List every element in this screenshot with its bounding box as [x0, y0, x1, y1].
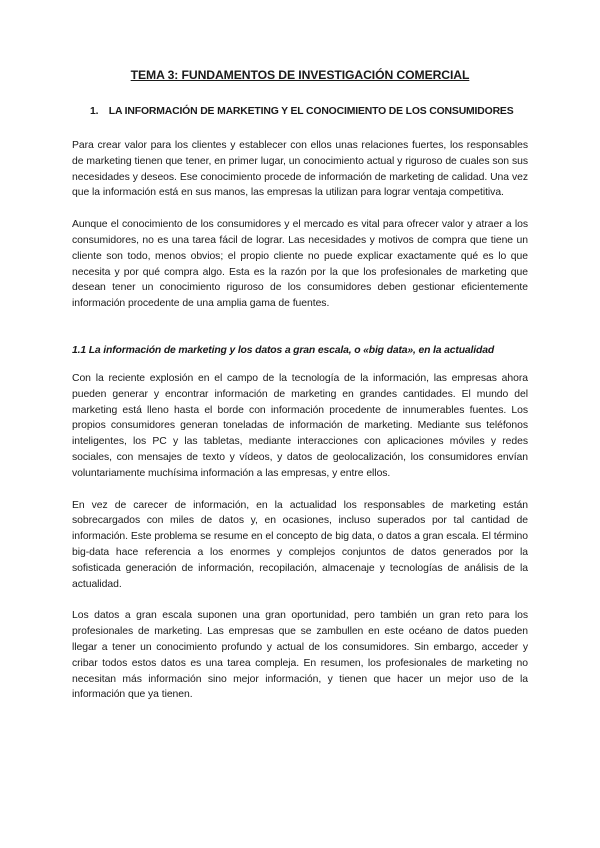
section-1-number: 1. — [90, 106, 99, 117]
paragraph: Para crear valor para los clientes y establecer con ellos unas relaciones fuertes, los responsables de marketing tienen que tener, en primer lugar, un conocimiento actual y riguroso de cuales son sus necesidades y deseos. Ese conocimiento procede de información de marketing de calidad. Una vez que la información está en sus manos, las empresas la utilizan para lograr ventaja competitiva. — [72, 140, 528, 199]
section-1-title: LA INFORMACIÓN DE MARKETING Y EL CONOCIMIENTO DE LOS CONSUMIDORES — [108, 106, 514, 117]
section-1-heading — [90, 106, 528, 117]
paragraph: Aunque el conocimiento de los consumidores y el mercado es vital para ofrecer valor y atraer a los consumidores, no es una tarea fácil de lograr. Las necesidades y motivos de compra que tiene un cliente son todo, menos obvios; el propio cliente no puede explicar exactamente qué es lo que necesita y por qué compra algo. Esta es la razón por la que los profesionales de marketing que desean tener un conocimiento riguroso de los consumidores deben gestionar eficientemente información procedente de una amplia gama de fuentes. — [72, 219, 528, 310]
paragraph: En vez de carecer de información, en la actualidad los responsables de marketing están sobrecargados con miles de datos y, en ocasiones, incluso superados por tal cantidad de información. Este problema se resume en el concepto de big data, o datos a gran escala. El término big-data hace referencia a los enormes y complejos conjuntos de datos generados por la sofisticada generación de información, recopilación, almacenaje y tecnologías de análisis de la actualidad. — [72, 499, 528, 590]
paragraph: Con la reciente explosión en el campo de la tecnología de la información, las empresas ahora pueden generar y encontrar información de marketing en grandes cantidades. El mundo del marketing está lleno hasta el borde con información procedente de innumerables fuentes. Los propios consumidores generan toneladas de información de marketing. Mediante sus teléfonos inteligentes, los PC y las tabletas, mediante interacciones con aplicaciones móviles y redes sociales, con mensajes de texto y vídeos, y datos de geolocalización, los consumidores envían voluntariamente muchísima información a las empresas, y entre ellos. — [72, 372, 528, 479]
document-title: TEMA 3: FUNDAMENTOS DE INVESTIGACIÓN COMERCIAL — [130, 68, 470, 82]
subsection-1-1-heading: 1.1 La información de marketing y los datos a gran escala, o «big data», en la actualidad — [72, 344, 495, 356]
paragraph: Los datos a gran escala suponen una gran oportunidad, pero también un gran reto para los profesionales de marketing. Las empresas que se zambullen en este océano de datos pueden llegar a tener un conocimiento profundo y actual de los consumidores. Sin embargo, acceder y cribar todos estos datos es una tarea compleja. En resumen, los profesionales de marketing no necesitan más información sino mejor información, y tienen que hacer un mejor uso de la información que ya tienen. — [72, 610, 528, 701]
